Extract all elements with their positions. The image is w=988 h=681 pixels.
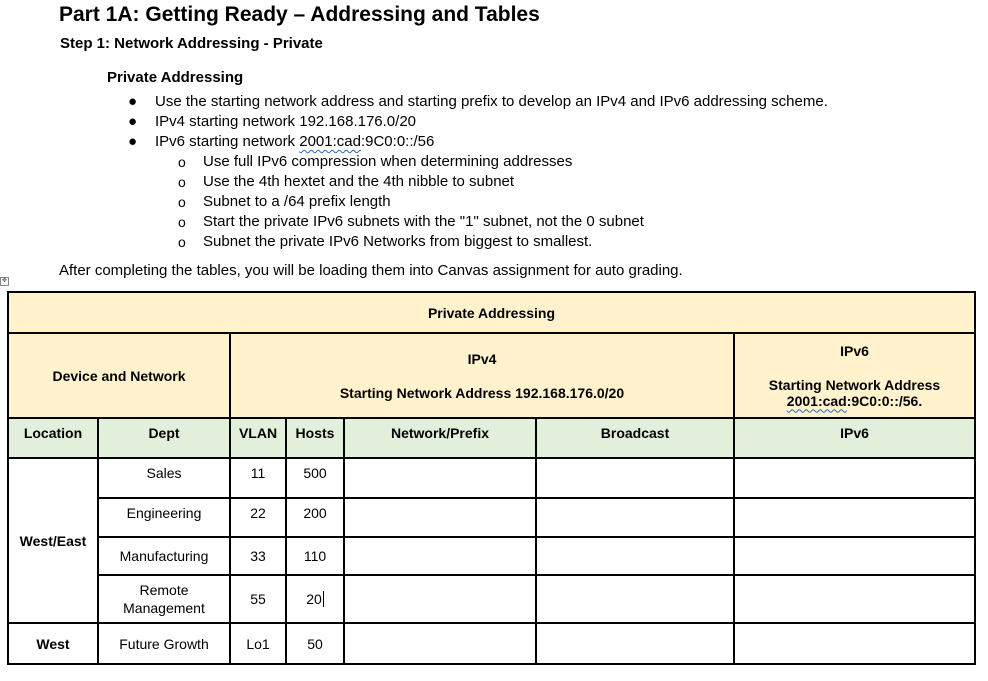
vlan-cell: 55 [230, 575, 286, 623]
ipv6-input-cell[interactable] [734, 537, 975, 575]
hosts-column-header: Hosts [286, 418, 344, 458]
network-prefix-input-cell[interactable] [344, 498, 536, 537]
ipv4-start: Starting Network Address 192.168.176.0/20 [339, 384, 625, 401]
sub-bullet-item: o Subnet to a /64 prefix length [178, 193, 391, 210]
hosts-cell: 50 [286, 623, 344, 664]
bullet-item: ● IPv6 starting network 2001:cad:9C0:0::/56 [128, 133, 435, 150]
vlan-cell: Lo1 [230, 623, 286, 664]
table-row [8, 458, 975, 498]
private-addressing-table [7, 291, 976, 665]
broadcast-input-cell[interactable] [536, 458, 734, 498]
ipv6-input-cell[interactable] [734, 623, 975, 664]
bullet-dot-icon: ● [128, 93, 138, 110]
circle-bullet-icon: o [178, 214, 186, 230]
dept-cell: Manufacturing [98, 537, 230, 575]
location-cell: West [8, 623, 98, 664]
broadcast-input-cell[interactable] [536, 537, 734, 575]
ipv6-header [734, 333, 975, 418]
hosts-cell[interactable]: 20 [286, 575, 344, 623]
table-row [8, 537, 975, 575]
table-row [8, 623, 975, 664]
broadcast-column-header: Broadcast [536, 418, 734, 458]
table-move-handle-icon[interactable]: ✥ [1, 278, 8, 284]
table-row [8, 575, 975, 623]
sub-bullet-item: o Subnet the private IPv6 Networks from biggest to smallest. [178, 233, 593, 250]
text-cursor [323, 591, 324, 607]
dept-cell: Sales [98, 458, 230, 498]
bullet-dot-icon: ● [128, 113, 138, 130]
ipv6-label: IPv6 [840, 342, 869, 359]
bullet-item: ● IPv4 starting network 192.168.176.0/20 [128, 113, 417, 130]
hosts-cell: 500 [286, 458, 344, 498]
broadcast-input-cell[interactable] [536, 623, 734, 664]
ipv6-start-a: Starting Network Address [768, 376, 941, 393]
vlan-cell: 11 [230, 458, 286, 498]
sub-bullet-list [178, 152, 644, 252]
sub-bullet-item: o Use full IPv6 compression when determining addresses [178, 153, 573, 170]
circle-bullet-icon: o [178, 154, 186, 170]
document-title: Part 1A: Getting Ready – Addressing and Tables [59, 3, 540, 26]
hosts-cell: 200 [286, 498, 344, 537]
ipv4-label: IPv4 [467, 350, 497, 367]
vlan-cell: 33 [230, 537, 286, 575]
section-heading: Private Addressing [107, 69, 244, 86]
broadcast-input-cell[interactable] [536, 498, 734, 537]
vlan-cell: 22 [230, 498, 286, 537]
step-heading: Step 1: Network Addressing - Private [60, 35, 323, 52]
table-row [8, 498, 975, 537]
spellcheck-underline[interactable]: 2001:cad [786, 392, 847, 409]
network-prefix-input-cell[interactable] [344, 575, 536, 623]
device-network-header: Device and Network [8, 333, 230, 418]
ipv6-input-cell[interactable] [734, 458, 975, 498]
bullet-item: ● Use the starting network address and starting prefix to develop an IPv4 and IPv6 addressing scheme. [128, 93, 828, 110]
vlan-column-header: VLAN [230, 418, 286, 458]
sub-bullet-item: o Use the 4th hextet and the 4th nibble to subnet [178, 173, 515, 190]
ipv4-header [230, 333, 734, 418]
circle-bullet-icon: o [178, 234, 186, 250]
circle-bullet-icon: o [178, 174, 186, 190]
dept-cell: Future Growth [98, 623, 230, 664]
ipv6-column-header: IPv6 [734, 418, 975, 458]
dept-cell: Engineering [98, 498, 230, 537]
circle-bullet-icon: o [178, 194, 186, 210]
network-prefix-input-cell[interactable] [344, 537, 536, 575]
hosts-cell: 110 [286, 537, 344, 575]
broadcast-input-cell[interactable] [536, 575, 734, 623]
network-prefix-column-header: Network/Prefix [344, 418, 536, 458]
dept-column-header: Dept [98, 418, 230, 458]
ipv6-input-cell[interactable] [734, 575, 975, 623]
ipv6-input-cell[interactable] [734, 498, 975, 537]
instruction-text: After completing the tables, you will be loading them into Canvas assignment for auto grading. [59, 262, 683, 279]
ipv6-start-address: 2001:cad:9C0:0::/56. [786, 392, 923, 409]
sub-bullet-item: o Start the private IPv6 subnets with the "1" subnet, not the 0 subnet [178, 213, 644, 230]
bullet-dot-icon: ● [128, 133, 138, 150]
network-prefix-input-cell[interactable] [344, 623, 536, 664]
bullet-list [128, 92, 828, 152]
dept-cell: Remote Management [98, 575, 230, 623]
location-column-header: Location [8, 418, 98, 458]
location-cell: West/East [8, 458, 98, 623]
table-title: Private Addressing [8, 292, 975, 333]
network-prefix-input-cell[interactable] [344, 458, 536, 498]
spellcheck-underline[interactable]: 2001:cad [299, 133, 361, 150]
